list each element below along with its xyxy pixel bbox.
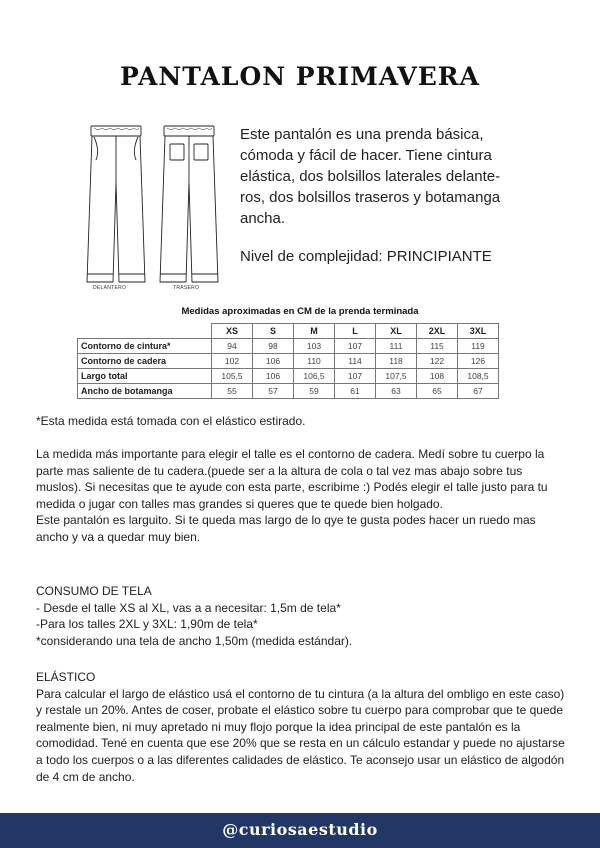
table-footnote: *Esta medida está tomada con el elástico estirado.	[36, 414, 306, 428]
back-view-label: TRASERO	[173, 285, 200, 291]
table-row	[78, 339, 499, 354]
elastic-paragraph: Para calcular el largo de elástico usá el contorno de tu cintura (a la altura del ombligo en este caso) y restale un 20%. Antes de coser, probate el elástico sobre tu cuerpo para comprobar que te quede realmente bien, ni muy apretado ni muy flojo porque la idea principal de este pantalón es la comodidad. Tené en cuenta que ese 20% que se resta en un cálculo estandar y puede no ajustarse a todo los cuerpos o a las diferentes calidades de elástico. Te aconsejo usar un elástico de algodón de 4 cm de ancho.	[36, 686, 565, 784]
footer-bar	[0, 813, 600, 848]
row-label: Largo total	[78, 369, 212, 384]
size-header: 3XL	[458, 324, 499, 339]
complexity-level: Nivel de complejidad: PRINCIPIANTE	[240, 248, 492, 265]
table-cell: 63	[376, 384, 417, 399]
length-advice-paragraph: Este pantalón es larguito. Si te queda mas largo de lo qye te gusta podes hacer un ruedo mas ancho y va a quedar muy bien.	[36, 513, 536, 544]
table-cell: 110	[294, 354, 335, 369]
elastic-heading: ELÁSTICO	[36, 670, 96, 684]
trousers-illustration	[78, 122, 228, 292]
size-header: S	[253, 324, 294, 339]
table-cell: 103	[294, 339, 335, 354]
table-cell: 106,5	[294, 369, 335, 384]
table-cell: 111	[376, 339, 417, 354]
table-cell: 122	[417, 354, 458, 369]
table-cell: 106	[253, 354, 294, 369]
fabric-line: -Para los talles 2XL y 3XL: 1,90m de tela*	[36, 617, 258, 632]
back-view-drawing	[160, 126, 218, 282]
row-label: Ancho de botamanga	[78, 384, 212, 399]
table-cell: 102	[212, 354, 253, 369]
instagram-handle: @curiosaestudio	[222, 820, 378, 839]
size-header: XS	[212, 324, 253, 339]
table-cell: 126	[458, 354, 499, 369]
table-cell: 119	[458, 339, 499, 354]
front-view-label: DELANTERO	[93, 285, 127, 291]
table-cell: 65	[417, 384, 458, 399]
size-advice-section	[36, 446, 566, 546]
fabric-section	[36, 583, 566, 649]
size-advice-paragraph: La medida más importante para elegir el talle es el contorno de cadera. Medí sobre tu cuerpo la parte mas saliente de tu cadera.(puede ser a la altura de cola o tal vez mas abajo sobre tus muslos). Si necesitas que te ayude con esta parte, escribime :) Podés elegir el talle justo para tu medida o jugar con talles mas grandes si queres que te quede bien holgado.	[36, 447, 548, 511]
size-header-row	[78, 324, 499, 339]
page-title: PANTALON PRIMAVERA	[120, 62, 480, 91]
fabric-footnote: *considerando una tela de ancho 1,50m (medida estándar).	[36, 633, 353, 648]
table-cell: 107	[335, 369, 376, 384]
table-cell: 57	[253, 384, 294, 399]
intro-description: Este pantalón es una prenda básica, cómoda y fácil de hacer. Tiene cintura elástica, dos bolsillos laterales delante-ros, dos bolsillos traseros y botamanga ancha.	[240, 126, 501, 227]
front-view-drawing	[87, 126, 145, 282]
table-row	[78, 384, 499, 399]
fabric-heading: CONSUMO DE TELA	[36, 584, 152, 598]
table-cell: 115	[417, 339, 458, 354]
table-cell: 67	[458, 384, 499, 399]
table-cell: 106	[253, 369, 294, 384]
elastic-section	[36, 669, 566, 785]
table-caption: Medidas aproximadas en CM de la prenda terminada	[181, 306, 419, 317]
table-row	[78, 369, 499, 384]
table-cell: 61	[335, 384, 376, 399]
table-cell: 108	[417, 369, 458, 384]
table-cell: 114	[335, 354, 376, 369]
size-header: L	[335, 324, 376, 339]
fabric-line: - Desde el talle XS al XL, vas a a necesitar: 1,5m de tela*	[36, 600, 341, 615]
table-cell: 98	[253, 339, 294, 354]
table-cell: 59	[294, 384, 335, 399]
row-label: Contorno de cintura*	[78, 339, 212, 354]
row-label: Contorno de cadera	[78, 354, 212, 369]
table-corner-cell	[78, 324, 212, 339]
size-header: XL	[376, 324, 417, 339]
table-cell: 107,5	[376, 369, 417, 384]
table-cell: 108,5	[458, 369, 499, 384]
measurements-table	[77, 323, 499, 399]
table-cell: 105,5	[212, 369, 253, 384]
size-header: M	[294, 324, 335, 339]
size-header: 2XL	[417, 324, 458, 339]
table-row	[78, 354, 499, 369]
table-cell: 94	[212, 339, 253, 354]
table-cell: 55	[212, 384, 253, 399]
table-cell: 107	[335, 339, 376, 354]
table-cell: 118	[376, 354, 417, 369]
